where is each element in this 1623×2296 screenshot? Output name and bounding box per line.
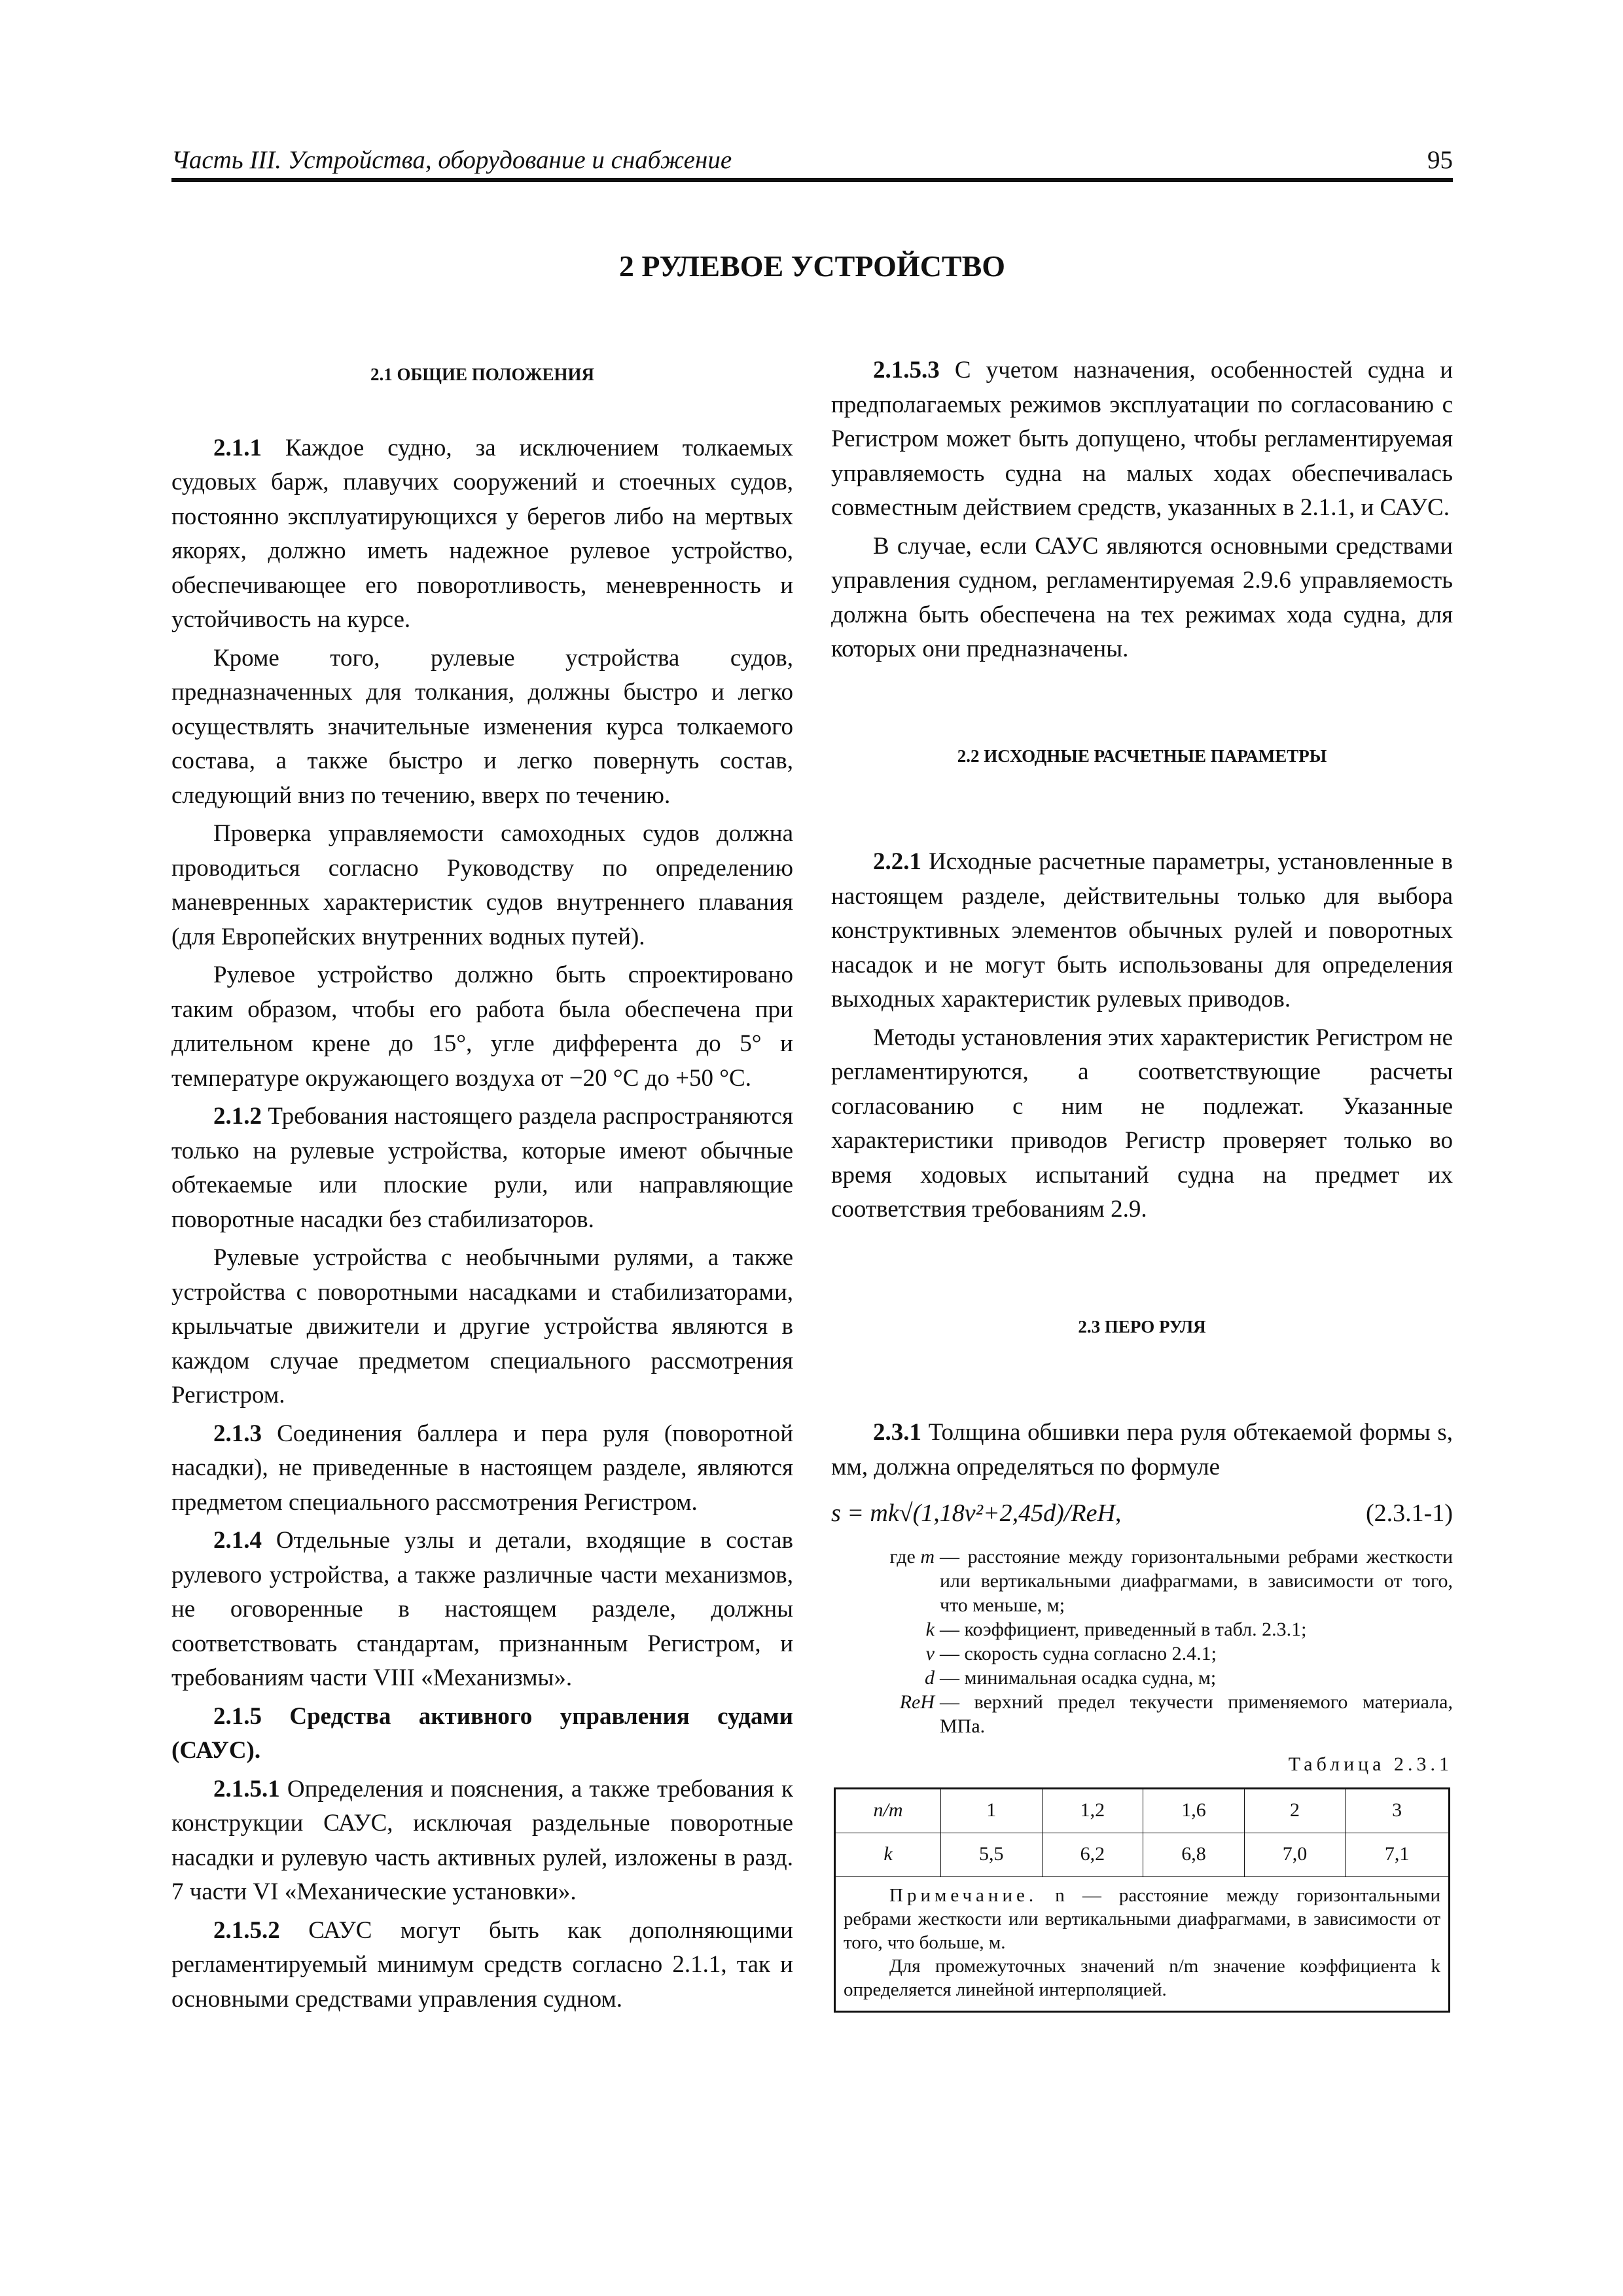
paragraph-2-1-1-b: Кроме того, рулевые устройства судов, предназначенных для толкания, должны быстро и легко осуществлять значительные изменения курса толкаемого состава, а также быстро и легко повернуть состав, следующий вниз по течению, вверх по течению.	[171, 644, 793, 809]
paragraph-2-1-2	[171, 1100, 793, 1237]
legend-description: — коэффициент, приведенный в табл. 2.3.1;	[940, 1619, 1307, 1640]
legend-description: — верхний предел текучести применяемого материала, МПа.	[940, 1691, 1453, 1737]
header-title: Часть III. Устройства, оборудование и снабжение	[171, 146, 732, 174]
formula-2-3-1-1	[831, 1496, 1453, 1535]
clause-number: 2.1.4	[213, 1527, 262, 1554]
table-cell: 6,2	[1042, 1833, 1143, 1876]
legend-symbol: k	[925, 1619, 935, 1640]
table-2-3-1	[834, 1787, 1450, 2013]
legend-row-reh	[831, 1690, 1453, 1738]
paragraph-2-1-5-3	[831, 353, 1453, 526]
table-cell: 5,5	[941, 1833, 1043, 1876]
table-cell: k	[835, 1833, 941, 1876]
note-text-2: Для промежуточных значений n/m значение коэффициента k определяется линейной интерполяцией.	[844, 1955, 1440, 2000]
section-2-3-heading: 2.3 ПЕРО РУЛЯ	[1078, 1316, 1206, 1336]
legend-symbol: m	[920, 1546, 935, 1568]
clause-number: 2.1.1	[213, 434, 262, 461]
right-column	[831, 353, 1453, 2013]
paragraph-text: С учетом назначения, особенностей судна и предполагаемых режимов эксплуатации по согласованию с Регистром может быть допущено, чтобы регламентируемая управляемость судна на малых ходах обеспечивалась совместным действием средств, указанных в 2.1.1, и САУС.	[831, 357, 1453, 521]
clause-number: 2.2.1	[873, 848, 921, 875]
table-caption: Таблица 2.3.1	[1288, 1753, 1453, 1775]
table-cell: 7,0	[1244, 1833, 1346, 1876]
table-cell: 2	[1244, 1788, 1346, 1833]
table-cell: 6,8	[1143, 1833, 1245, 1876]
paragraph-text: Определения и пояснения, а также требования к конструкции САУС, исключая раздельные поворотные насадки и рулевую часть активных рулей, изложены в разд. 7 части VI «Механические установки».	[171, 1775, 793, 1905]
table-note	[835, 1876, 1450, 2011]
paragraph-text: Требования настоящего раздела распространяются только на рулевые устройства, которые имеют обычные обтекаемые или плоские рули, или направляющие поворотные насадки без стабилизаторов.	[171, 1103, 793, 1233]
legend-prefix: где	[889, 1546, 921, 1568]
paragraph-2-1-5-2	[171, 1914, 793, 2017]
table-note-row	[835, 1876, 1450, 2011]
paragraph-text: Соединения баллера и пера руля (поворотной насадки), не приведенные в настоящем разделе, являются предметом специального рассмотрения Регистром.	[171, 1420, 793, 1516]
table-cell: 1	[941, 1788, 1043, 1833]
running-header	[171, 145, 1453, 182]
clause-number: 2.1.5.1	[213, 1775, 280, 1803]
paragraph-2-1-5-heading: 2.1.5 Средства активного управления судами (САУС).	[171, 1702, 793, 1764]
formula-expression: s = mk√(1,18v²+2,45d)/ReH,	[831, 1499, 1122, 1527]
paragraph-text: Исходные расчетные параметры, установленные в настоящем разделе, действительны только для выбора конструктивных элементов обычных рулей и поворотных насадок и не могут быть использованы для определения выходных характеристик рулевых приводов.	[831, 848, 1453, 1013]
legend-description: — скорость судна согласно 2.4.1;	[940, 1643, 1217, 1664]
clause-number: 2.3.1	[873, 1419, 921, 1446]
legend-row-v	[831, 1641, 1453, 1666]
chapter-title: 2 РУЛЕВОЕ УСТРОЙСТВО	[618, 249, 1006, 283]
page-number: 95	[1427, 146, 1453, 174]
table-cell: 7,1	[1346, 1833, 1450, 1876]
paragraph-2-2-1	[831, 845, 1453, 1017]
note-label: Примечание.	[889, 1884, 1038, 1906]
legend-description: — минимальная осадка судна, м;	[940, 1667, 1217, 1689]
clause-number: 2.1.2	[213, 1103, 262, 1130]
paragraph-2-3-1	[831, 1416, 1453, 1484]
formula-legend	[831, 1545, 1453, 1738]
legend-symbol: d	[925, 1667, 935, 1689]
section-2-1-heading: 2.1 ОБЩИЕ ПОЛОЖЕНИЯ	[370, 365, 595, 384]
paragraph-text: Каждое судно, за исключением толкаемых судовых барж, плавучих сооружений и стоечных судов, постоянно эксплуатирующихся у берегов либо на мертвых якорях, должно иметь надежное рулевое устройство, обеспечивающее его поворотливость, меневренность и устойчивость на курсе.	[171, 434, 793, 633]
paragraph-2-1-5-1	[171, 1772, 793, 1910]
legend-symbol: ReH	[899, 1691, 935, 1713]
paragraph-text: Толщина обшивки пера руля обтекаемой формы s, мм, должна определяться по формуле	[831, 1419, 1453, 1480]
paragraph-2-1-1-d: Рулевое устройство должно быть спроектировано таким образом, чтобы его работа была обеспечена при длительном крене до 15°, угле дифферента до 5° и температуре окружающего воздуха от −20 °C до +50 °C.	[171, 961, 793, 1092]
legend-symbol: v	[925, 1643, 935, 1664]
legend-row-k	[831, 1617, 1453, 1641]
paragraph-2-1-1	[171, 431, 793, 637]
clause-number: 2.1.5.3	[873, 357, 940, 384]
table-row	[835, 1788, 1450, 1833]
note-text: n — расстояние между горизонтальными ребрами жесткости или вертикальными диафрагмами, в зависимости от того, что больше, м.	[844, 1884, 1440, 1953]
paragraph-text: Отдельные узлы и детали, входящие в состав рулевого устройства, а также различные части механизмов, не оговоренные в настоящем разделе, должны соответствовать стандартам, признанным Регистром, и требованиям части VIII «Механизмы».	[171, 1527, 793, 1691]
table-cell: 1,2	[1042, 1788, 1143, 1833]
paragraph-2-1-1-c: Проверка управляемости самоходных судов должна проводиться согласно Руководству по определению маневренных характеристик судов внутреннего плавания (для Европейских внутренних водных путей).	[171, 820, 793, 950]
table-cell: 1,6	[1143, 1788, 1245, 1833]
legend-row-d	[831, 1666, 1453, 1690]
paragraph-2-1-4	[171, 1524, 793, 1696]
legend-description: — расстояние между горизонтальными ребрами жесткости или вертикальными диафрагмами, в зависимости от того, что меньше, м;	[940, 1546, 1453, 1616]
clause-number: 2.1.5.2	[213, 1916, 280, 1944]
formula-number: (2.3.1-1)	[1366, 1499, 1453, 1527]
left-column	[171, 353, 793, 2017]
legend-row-m	[831, 1545, 1453, 1617]
table-row	[835, 1833, 1450, 1876]
paragraph-2-1-3	[171, 1417, 793, 1520]
table-cell: n/m	[835, 1788, 941, 1833]
paragraph-text: САУС могут быть как дополняющими регламентируемый минимум средств согласно 2.1.1, так и основными средствами управления судном.	[171, 1916, 793, 2013]
table-cell: 3	[1346, 1788, 1450, 1833]
paragraph-2-2-1-b: Методы установления этих характеристик Регистром не регламентируются, а соответствующие расчеты согласованию с ним не подлежат. Указанные характеристики приводов Регистр проверяет только во время ходовых испытаний судна на предмет их соответствия требованиям 2.9.	[831, 1024, 1453, 1223]
paragraph-2-1-5-3-b: В случае, если САУС являются основными средствами управления судном, регламентируемая 2.9.6 управляемость должна быть обеспечена на тех режимах хода судна, для которых они предназначены.	[831, 532, 1453, 662]
section-2-2-heading: 2.2 ИСХОДНЫЕ РАСЧЕТНЫЕ ПАРАМЕТРЫ	[957, 745, 1327, 766]
clause-number: 2.1.3	[213, 1420, 262, 1447]
paragraph-2-1-2-b: Рулевые устройства с необычными рулями, а также устройства с поворотными насадками и стабилизаторами, крыльчатые движители и другие устройства являются в каждом случае предметом специального рассмотрения Регистром.	[171, 1244, 793, 1408]
